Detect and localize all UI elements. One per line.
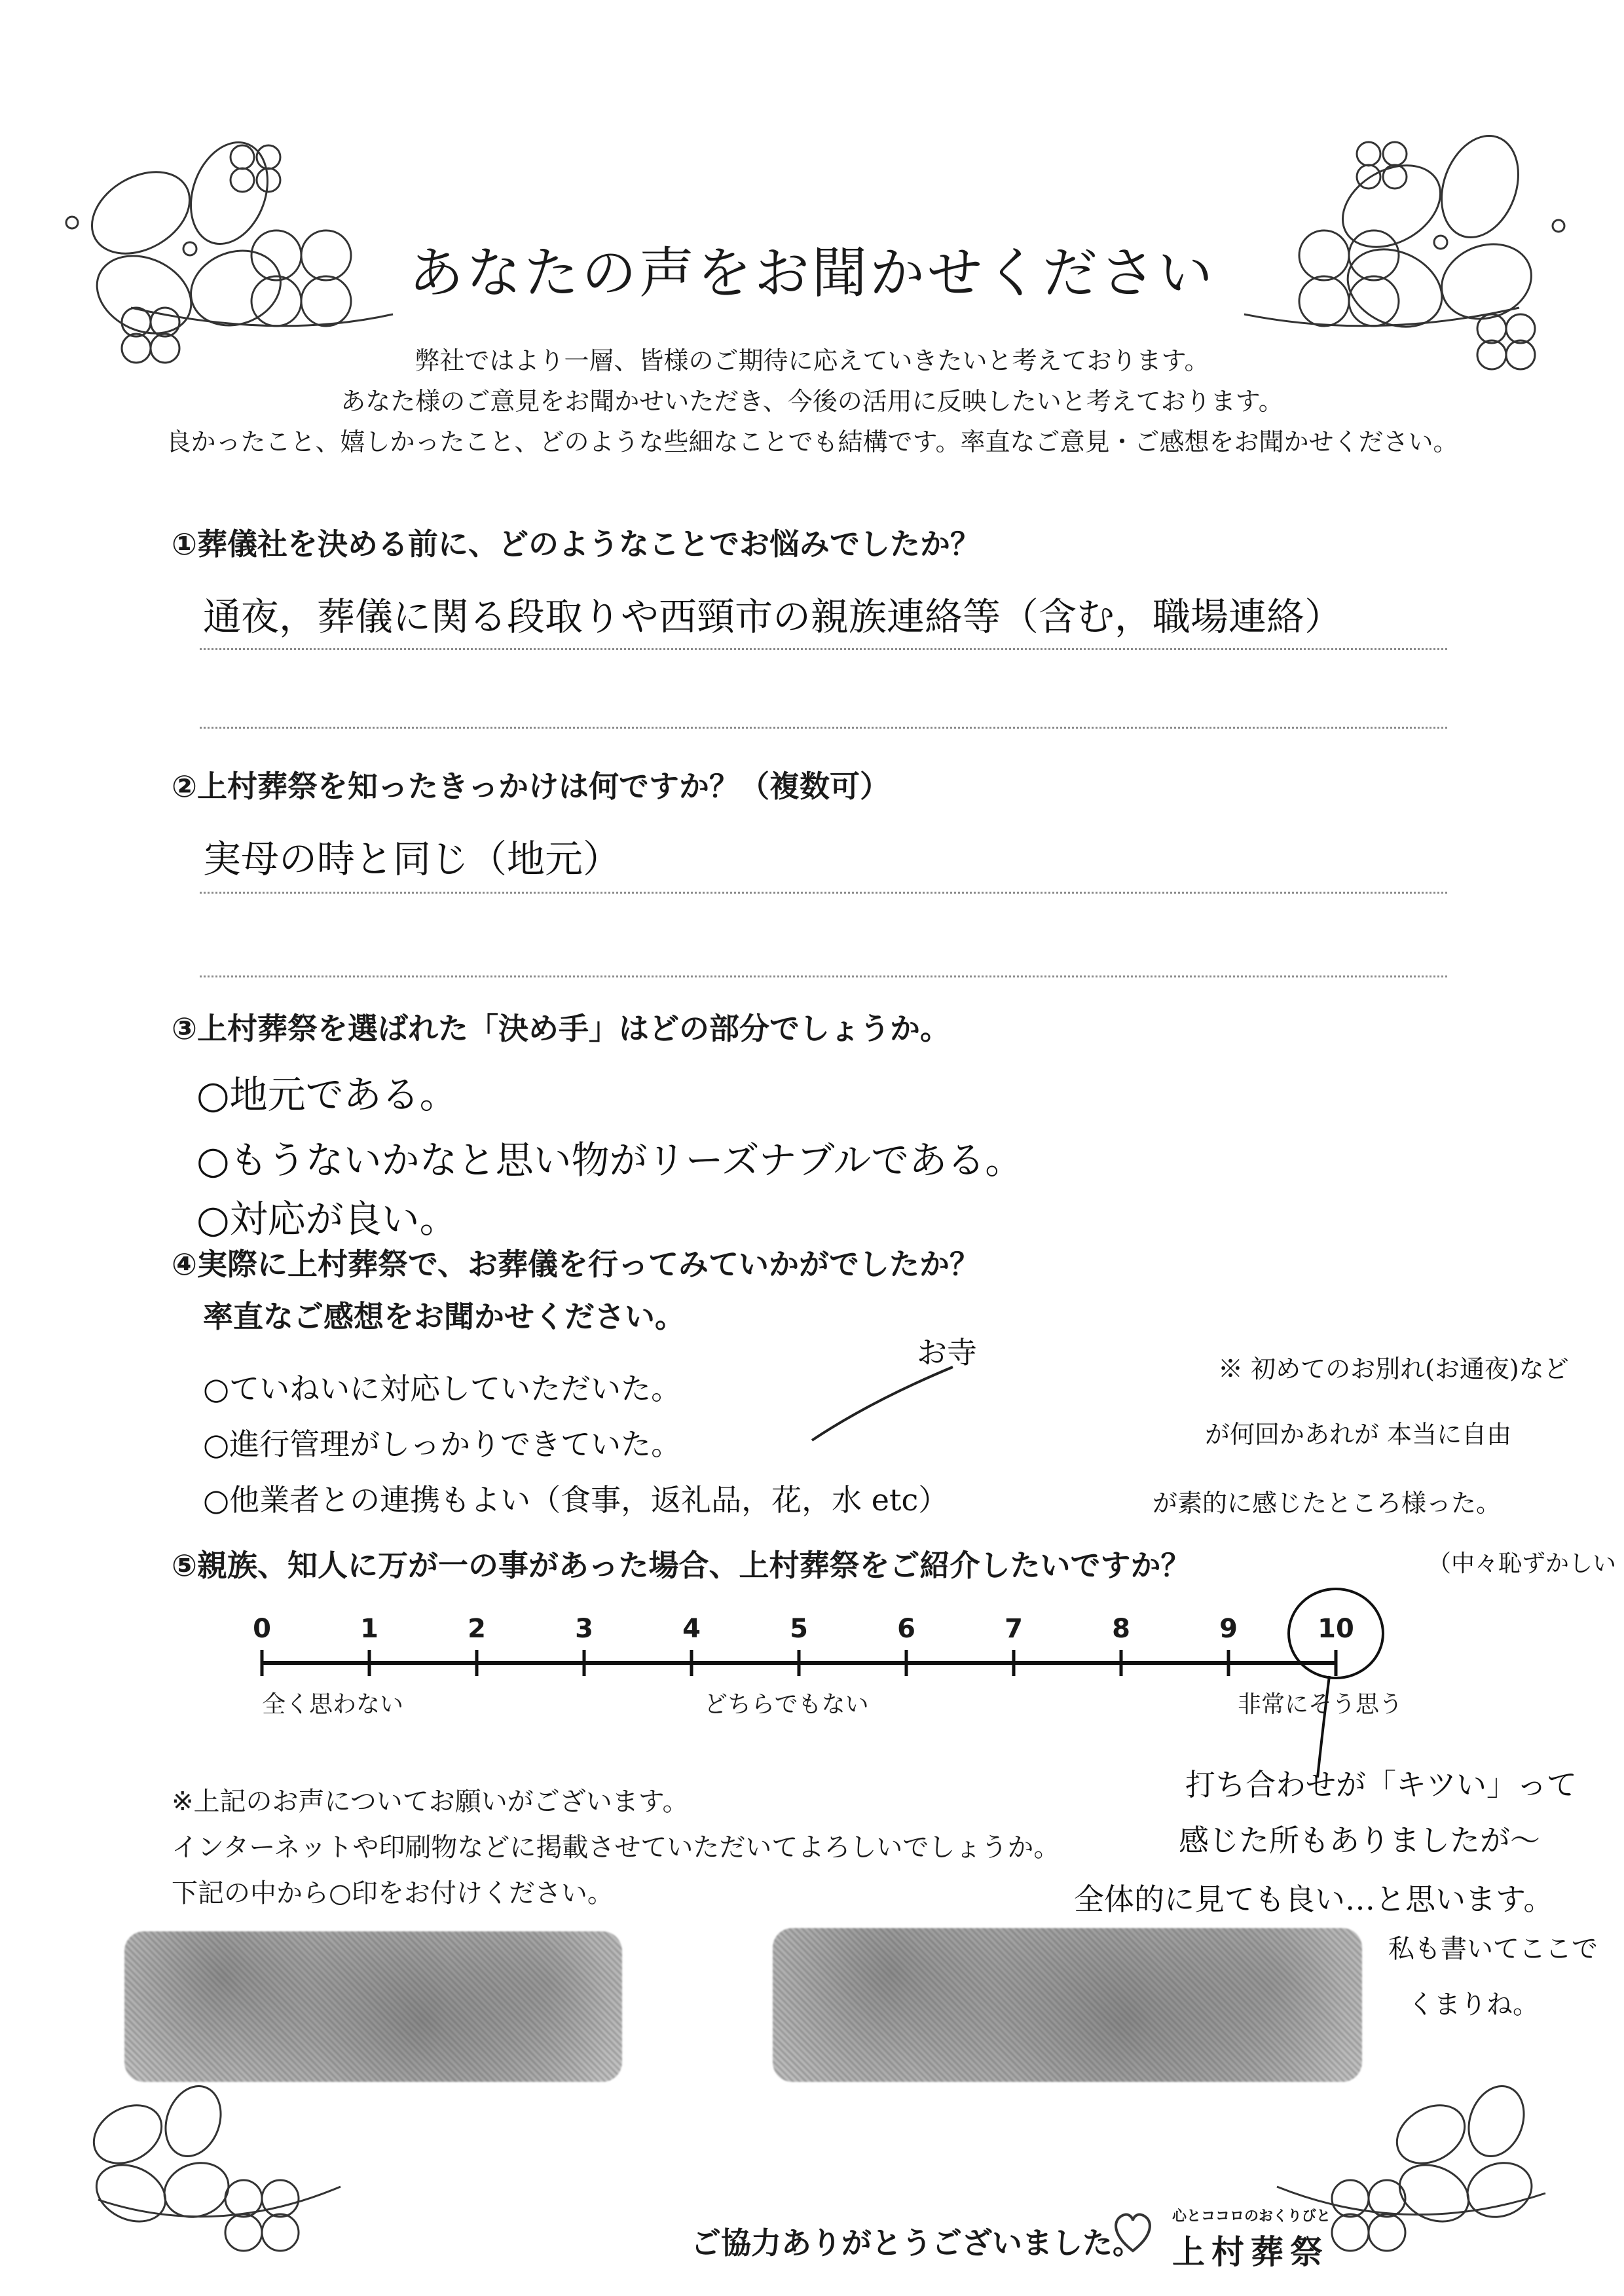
scale-number: 9 — [1219, 1614, 1238, 1644]
answer-line — [200, 975, 1447, 977]
scale-number: 6 — [897, 1614, 915, 1644]
notice-line-3: 下記の中から○印をお付けください。 — [172, 1878, 614, 1908]
brand-tagline: 心とココロのおくりびと — [1172, 2208, 1331, 2225]
selected-rating-circle — [1277, 1584, 1401, 1781]
intro-line-3: 良かったこと、嬉しかったこと、どのような些細なことでも結構です。率直なご意見・ご感想をお聞かせください。 — [166, 428, 1458, 456]
brand-name: 上村葬祭 — [1172, 2233, 1329, 2271]
scale-number: 4 — [682, 1614, 701, 1644]
answer-3-item: ○地元である。 — [196, 1072, 458, 1117]
notice-line-1: ※上記のお声についてお願いがございます。 — [172, 1787, 689, 1817]
answer-4-insert: お寺 — [917, 1335, 977, 1370]
redacted-area — [773, 1928, 1362, 2082]
answer-line — [200, 892, 1447, 894]
answer-2: 実母の時と同じ（地元） — [203, 837, 621, 881]
answer-3-item: ○もうないかなと思い物がリーズナブルである。 — [196, 1138, 1024, 1182]
answer-4-item: ○ていねいに対応していただいた。 — [203, 1371, 682, 1406]
scale-label-high: 非常にそう思う — [1238, 1691, 1403, 1718]
answer-5-side: （中々恥ずかしい — [1428, 1550, 1617, 1577]
question-4-sub: 率直なご感想をお聞かせください。 — [203, 1299, 685, 1334]
comment-line: 感じた所もありましたが～ — [1179, 1823, 1540, 1858]
clover-icon — [83, 2079, 236, 2232]
insert-mark — [805, 1362, 963, 1447]
answer-4-side-note: が何回かあれが 本当に自由 — [1205, 1420, 1512, 1449]
comment-line: 打ち合わせが「キツい」って — [1185, 1767, 1577, 1802]
question-1: ①葬儀社を決める前に、どのようなことでお悩みでしたか？ — [172, 526, 980, 562]
intro-line-1: 弊社ではより一層、皆様のご期待に応えていきたいと考えております。 — [415, 346, 1209, 375]
answer-3-item: ○対応が良い。 — [196, 1197, 458, 1241]
page-title: あなたの声をお聞かせください — [408, 241, 1215, 305]
question-4: ④実際に上村葬祭で、お葬儀を行ってみていかがでしたか？ — [172, 1247, 980, 1282]
heart-icon — [1107, 2206, 1159, 2259]
scale-label-mid: どちらでもない — [704, 1691, 869, 1718]
scale-number: 2 — [468, 1614, 486, 1644]
thanks-text: ご協力ありがとうございました。 — [691, 2225, 1143, 2261]
scale-number: 10 — [1318, 1614, 1354, 1644]
clover-icon — [1386, 2079, 1539, 2232]
scale-number: 0 — [253, 1614, 271, 1644]
scale-number: 5 — [790, 1614, 808, 1644]
comment-line: 全体的に見ても良い…と思います。 — [1074, 1882, 1554, 1917]
comment-line: くまりね。 — [1408, 1990, 1539, 2020]
notice-line-2: インターネットや印刷物などに掲載させていただいてよろしいでしょうか。 — [172, 1832, 1060, 1863]
scale-label-low: 全く思わない — [262, 1691, 404, 1718]
intro-line-2: あなた様のご意見をお聞かせいただき、今後の活用に反映したいと考えております。 — [341, 387, 1283, 416]
scale-number: 3 — [575, 1614, 593, 1644]
scale-number: 8 — [1112, 1614, 1130, 1644]
answer-4-item: ○他業者との連携もよい（食事，返礼品，花，水 etc） — [203, 1482, 949, 1518]
answer-4-side-note: が素的に感じたところ様った。 — [1153, 1489, 1502, 1518]
answer-line — [200, 727, 1447, 729]
scale-number: 1 — [360, 1614, 378, 1644]
scale-number: 7 — [1005, 1614, 1023, 1644]
answer-1: 通夜，葬儀に関る段取りや西頸市の親族連絡等（含む，職場連絡） — [203, 594, 1343, 639]
answer-4-item: ○進行管理がしっかりできていた。 — [203, 1427, 682, 1462]
question-3: ③上村葬祭を選ばれた「決め手」はどの部分でしょうか。 — [172, 1011, 950, 1046]
comment-line: 私も書いてここで — [1388, 1934, 1598, 1964]
answer-4-side-note: ※ 初めてのお別れ(お通夜)など — [1218, 1355, 1569, 1383]
clover-icon — [231, 145, 280, 192]
answer-line — [200, 648, 1447, 650]
redacted-area — [124, 1931, 622, 2082]
question-2: ②上村葬祭を知ったきっかけは何ですか？（複数可） — [172, 769, 890, 804]
clover-icon — [1332, 2180, 1405, 2251]
question-5: ⑤親族、知人に万が一の事があった場合、上村葬祭をご紹介したいですか？ — [172, 1548, 1191, 1583]
